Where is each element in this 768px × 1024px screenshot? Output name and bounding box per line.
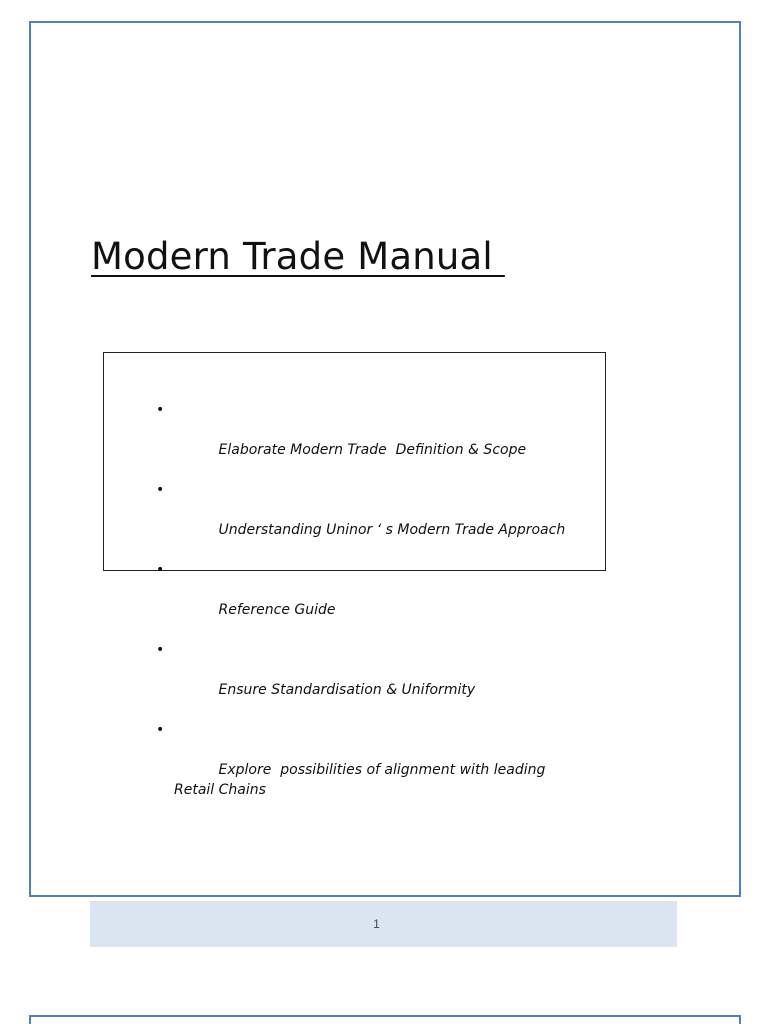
summary-item	[156, 400, 565, 480]
bullet-icon: •	[156, 402, 165, 418]
bullet-icon: •	[156, 722, 165, 738]
summary-item-text: Ensure Standardisation & Uniformity	[218, 682, 476, 698]
page-footer	[90, 901, 677, 947]
summary-item	[156, 560, 565, 640]
summary-box	[103, 352, 606, 798]
page-1	[29, 21, 741, 897]
page-number: 1	[373, 917, 380, 931]
summary-item	[156, 640, 565, 720]
page-2	[29, 1015, 741, 1024]
summary-item-text: Explore possibilities of alignment with leading Retail Chains	[174, 762, 546, 798]
summary-item-text: Understanding Uninor ‘ s Modern Trade Approach	[218, 522, 566, 538]
summary-item	[156, 480, 566, 560]
summary-list	[156, 400, 566, 820]
summary-item	[156, 720, 565, 820]
bullet-icon: •	[156, 482, 165, 498]
summary-item-text: Reference Guide	[218, 602, 336, 618]
bullet-icon: •	[156, 562, 165, 578]
document-title: Modern Trade Manual	[91, 235, 505, 278]
bullet-icon: •	[156, 642, 165, 658]
summary-item-text: Elaborate Modern Trade Definition & Scope	[218, 442, 527, 458]
